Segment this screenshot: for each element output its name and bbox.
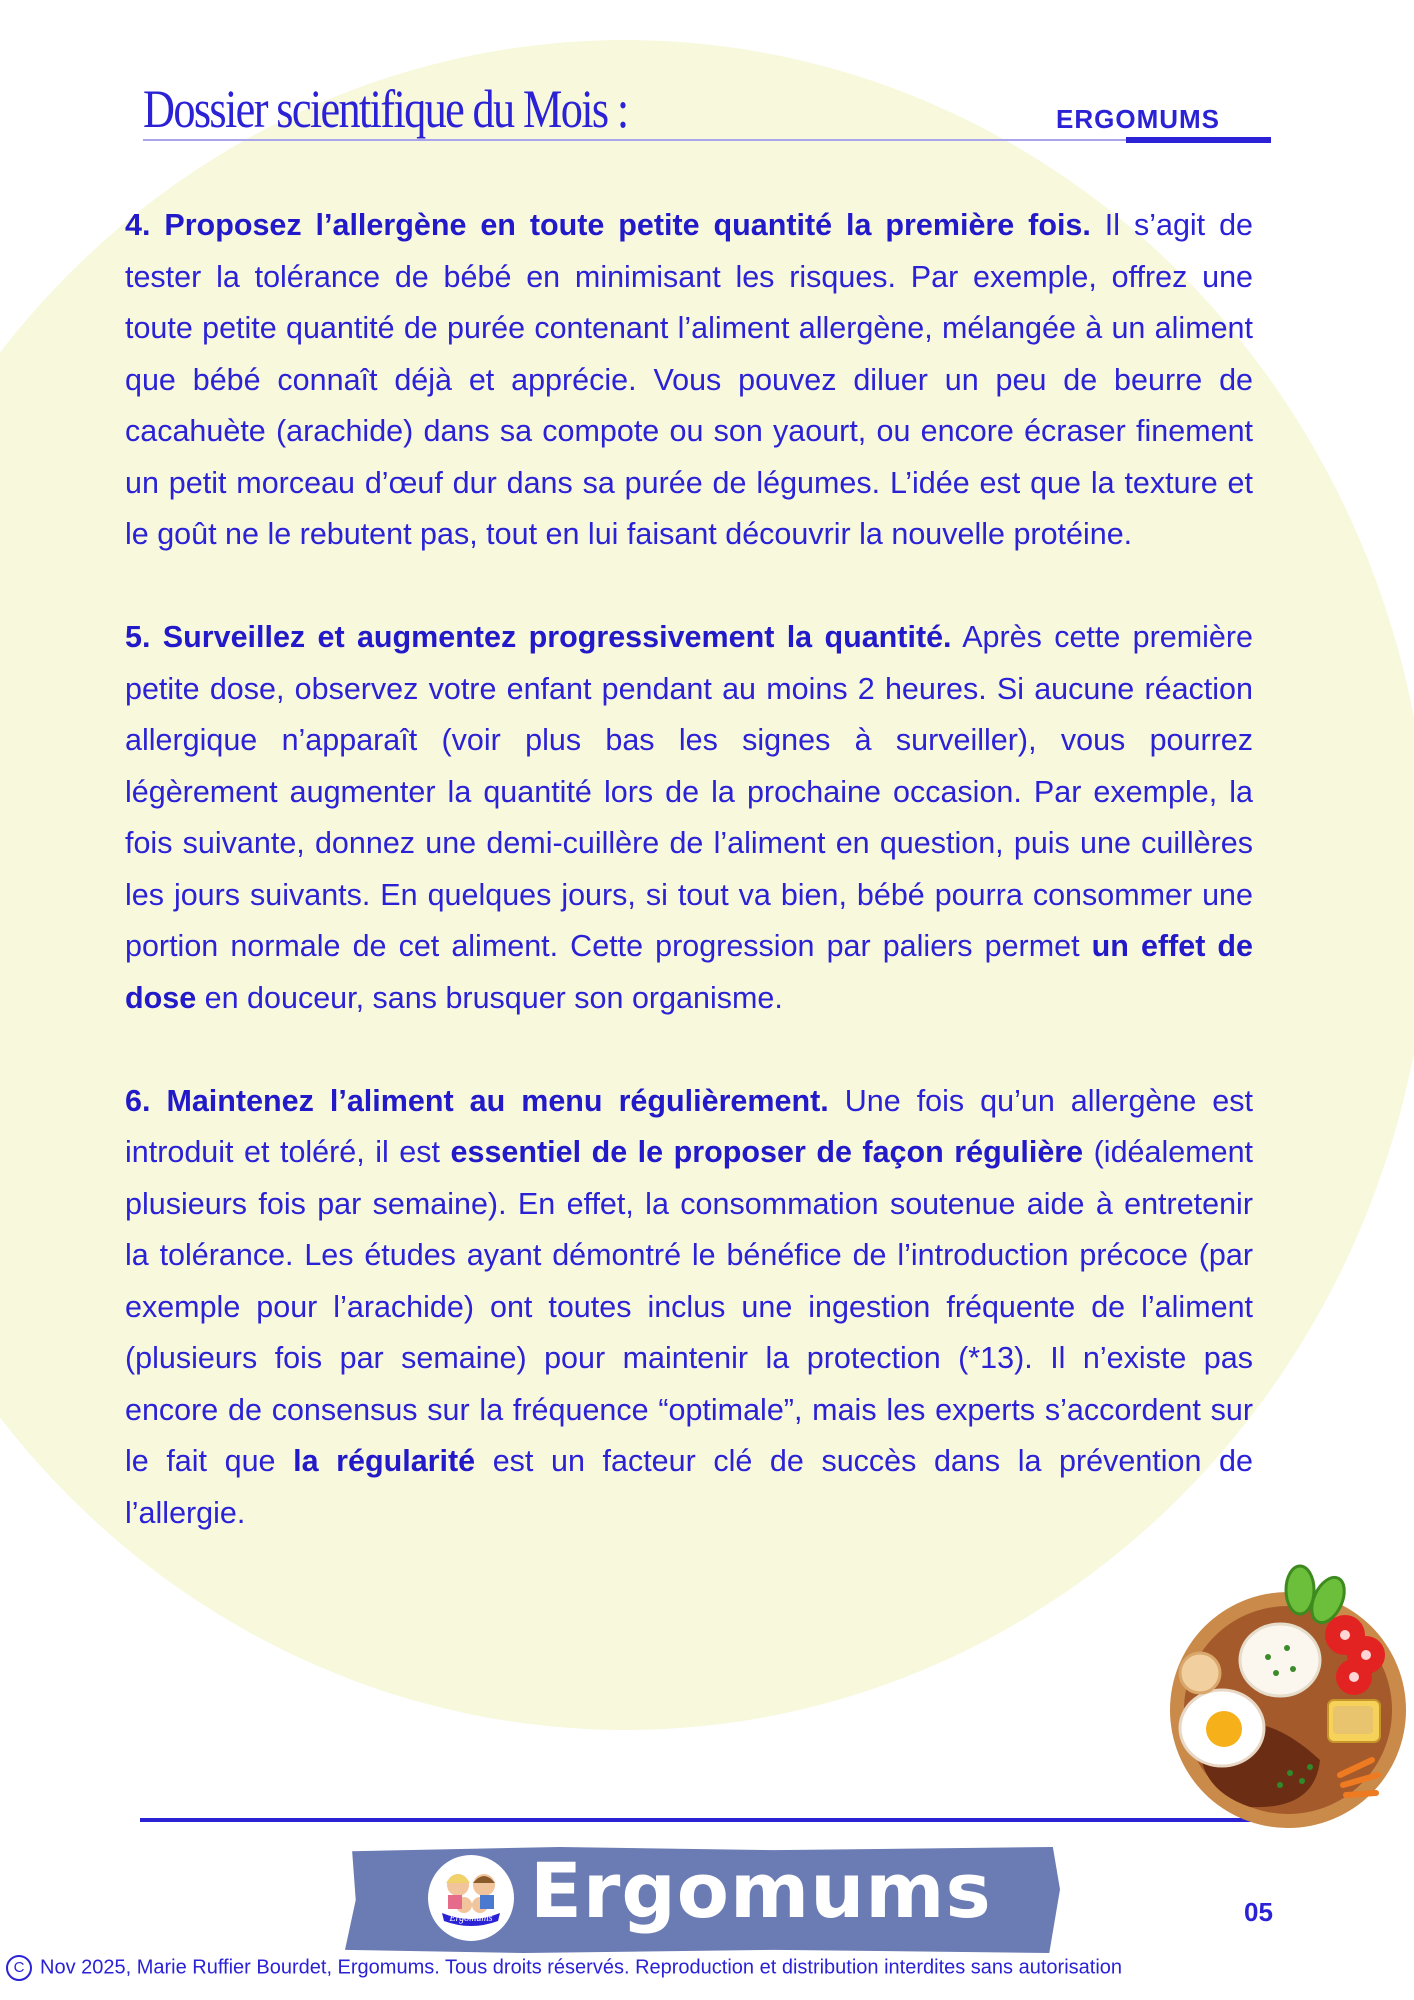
section-6-emphasis-2: la régularité: [293, 1444, 476, 1478]
page-number: 05: [1244, 1897, 1273, 1927]
ergomums-logo: [428, 1855, 514, 1941]
copyright-text: Nov 2025, Marie Ruffier Bourdet, Ergomums. Tous droits réservés. Reproduction et distribution interdites sans autorisation: [40, 1956, 1123, 1979]
section-6-heading: 6. Maintenez l’aliment au menu régulièrement.: [125, 1083, 829, 1118]
section-5-text: Après cette première petite dose, observez votre enfant pendant au moins 2 heures. Si aucune réaction allergique n’apparaît (voir plus bas les signes à surveiller), vous pourrez légèrement augmenter la quantité lors de la prochaine occasion. Par exemple, la fois suivante, donnez une demi-cuillère de l’aliment en question, puis une cuillères les jours suivants. En quelques jours, si tout va bien, bébé pourra consommer une portion normale de cet aliment. Cette progression par paliers permet: [125, 620, 1253, 963]
food-plate-illustration: [1140, 1545, 1410, 1845]
page-title: Dossier scientifique du Mois :: [143, 79, 628, 139]
header-brand: ERGOMUMS: [1056, 104, 1220, 134]
copyright-icon: C: [6, 1955, 32, 1981]
footer-divider: [140, 1818, 1273, 1822]
svg-text:Ergomums: Ergomums: [449, 1913, 493, 1924]
article-body: [125, 200, 1253, 1591]
section-6-emphasis-1: essentiel de le proposer de façon régulière: [450, 1135, 1084, 1169]
section-4-heading: 4. Proposez l’allergène en toute petite quantité la première fois.: [125, 208, 1091, 242]
section-5-heading: 5. Surveillez et augmentez progressivement la quantité.: [125, 620, 952, 654]
section-5-emphasis: un effet de dose: [125, 929, 1254, 1015]
section-4-text: Il s’agit de tester la tolérance de bébé en minimisant les risques. Par exemple, offrez une toute petite quantité de purée contenant l’aliment allergène, mélangée à un aliment que bébé connaît déjà et apprécie. Vous pouvez diluer un peu de beurre de cacahuète (arachide) dans sa compote ou son yaourt, ou encore écraser finement un petit morceau d’œuf dur dans sa purée de légumes. L’idée est que la texture et le goût ne le rebutent pas, tout en lui faisant découvrir la nouvelle protéine.: [125, 208, 1253, 551]
section-4: [125, 200, 1253, 561]
section-5: [125, 612, 1253, 1024]
copyright-notice: [6, 1955, 1406, 1981]
footer-brand-name: Ergomums: [530, 1846, 992, 1935]
header-divider: [143, 139, 1271, 141]
section-6: [125, 1076, 1253, 1540]
section-5-text-end: en douceur, sans brusquer son organisme.: [196, 980, 783, 1015]
header-brand-underline: [1126, 137, 1271, 143]
section-6-text: Une fois qu’un allergène est introduit et toléré, il est: [125, 1083, 1253, 1169]
family-logo-icon: [428, 1855, 514, 1941]
section-6-text-end: est un facteur clé de succès dans la prévention de l’allergie.: [125, 1444, 1253, 1530]
section-6-text-mid: (idéalement plusieurs fois par semaine). En effet, la consommation soutenue aide à entretenir la tolérance. Les études ayant démontré le bénéfice de l’introduction précoce (par exemple pour l’arachide) ont toutes inclus une ingestion fréquente de l’aliment (plusieurs fois par semaine) pour maintenir la protection (*13). Il n’existe pas encore de consensus sur la fréquence “optimale”, mais les experts s’accordent sur le fait que: [125, 1135, 1254, 1478]
